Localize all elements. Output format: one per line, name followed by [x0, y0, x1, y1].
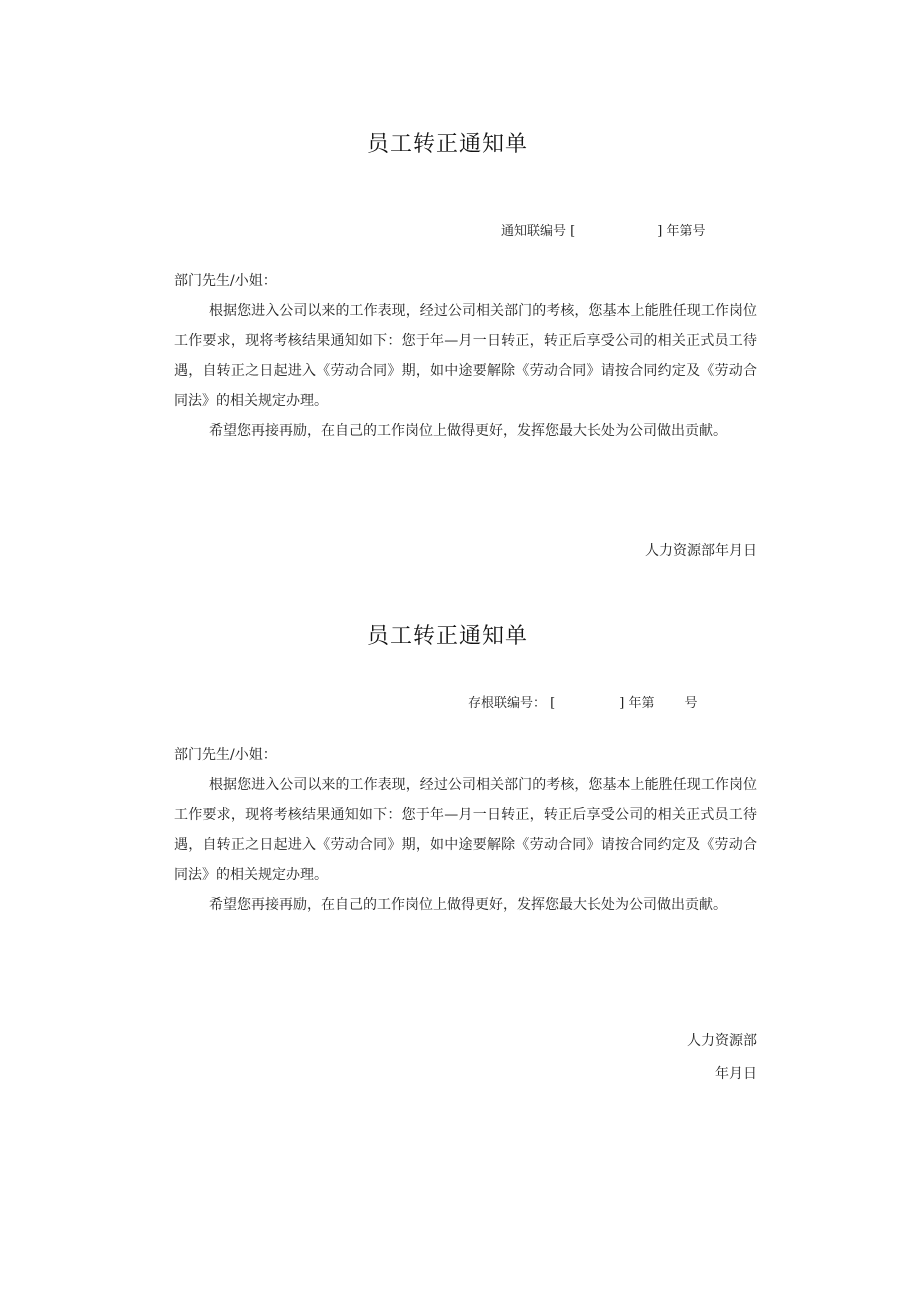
notice1-signature: 人力资源部年月日 [645, 543, 757, 559]
notice2-body [174, 740, 757, 920]
notice2-number-suffix: 号 [684, 696, 698, 711]
notice1-body [174, 266, 757, 446]
notice1-bracket-close: ] [657, 224, 663, 239]
notice2-number-label: 存根联编号： [468, 696, 547, 711]
notice1-title: 员工转正通知单 [366, 132, 528, 157]
notice2-signature-dept: 人力资源部 [687, 1033, 757, 1049]
notice2-number-line [468, 692, 697, 711]
notice1-paragraph1: 根据您进入公司以来的工作表现，经过公司相关部门的考核，您基本上能胜任现工作岗位工作要求，现将考核结果通知如下：您于年—月一日转正，转正后享受公司的相关正式员工待遇，自转正之日起进入《劳动合同》期，如中途要解除《劳动合同》请按合同约定及《劳动合同法》的相关规定办理。 [174, 303, 757, 409]
notice1-year-suffix: 年第号 [666, 224, 706, 239]
notice2-bracket-close: ] [619, 696, 625, 711]
notice1-number-label: 通知联编号 [501, 224, 567, 239]
notice2-salutation: 部门先生/小姐： [174, 747, 277, 763]
notice2-title: 员工转正通知单 [366, 624, 528, 649]
notice1-bracket-open: [ [570, 224, 576, 239]
notice1-number-line [501, 220, 705, 239]
notice1-paragraph2: 希望您再接再励，在自己的工作岗位上做得更好，发挥您最大长处为公司做出贡献。 [209, 423, 727, 439]
notice1-salutation: 部门先生/小姐： [174, 273, 277, 289]
notice2-signature-date: 年月日 [715, 1066, 757, 1082]
notice2-year-label: 年第 [628, 696, 655, 711]
notice2-paragraph1: 根据您进入公司以来的工作表现，经过公司相关部门的考核，您基本上能胜任现工作岗位工作要求，现将考核结果通知如下：您于年—月一日转正，转正后享受公司的相关正式员工待遇，自转正之日起进入《劳动合同》期，如中途要解除《劳动合同》请按合同约定及《劳动合同法》的相关规定办理。 [174, 777, 757, 883]
notice2-paragraph2: 希望您再接再励，在自己的工作岗位上做得更好，发挥您最大长处为公司做出贡献。 [209, 897, 727, 913]
notice2-bracket-open: [ [550, 696, 556, 711]
